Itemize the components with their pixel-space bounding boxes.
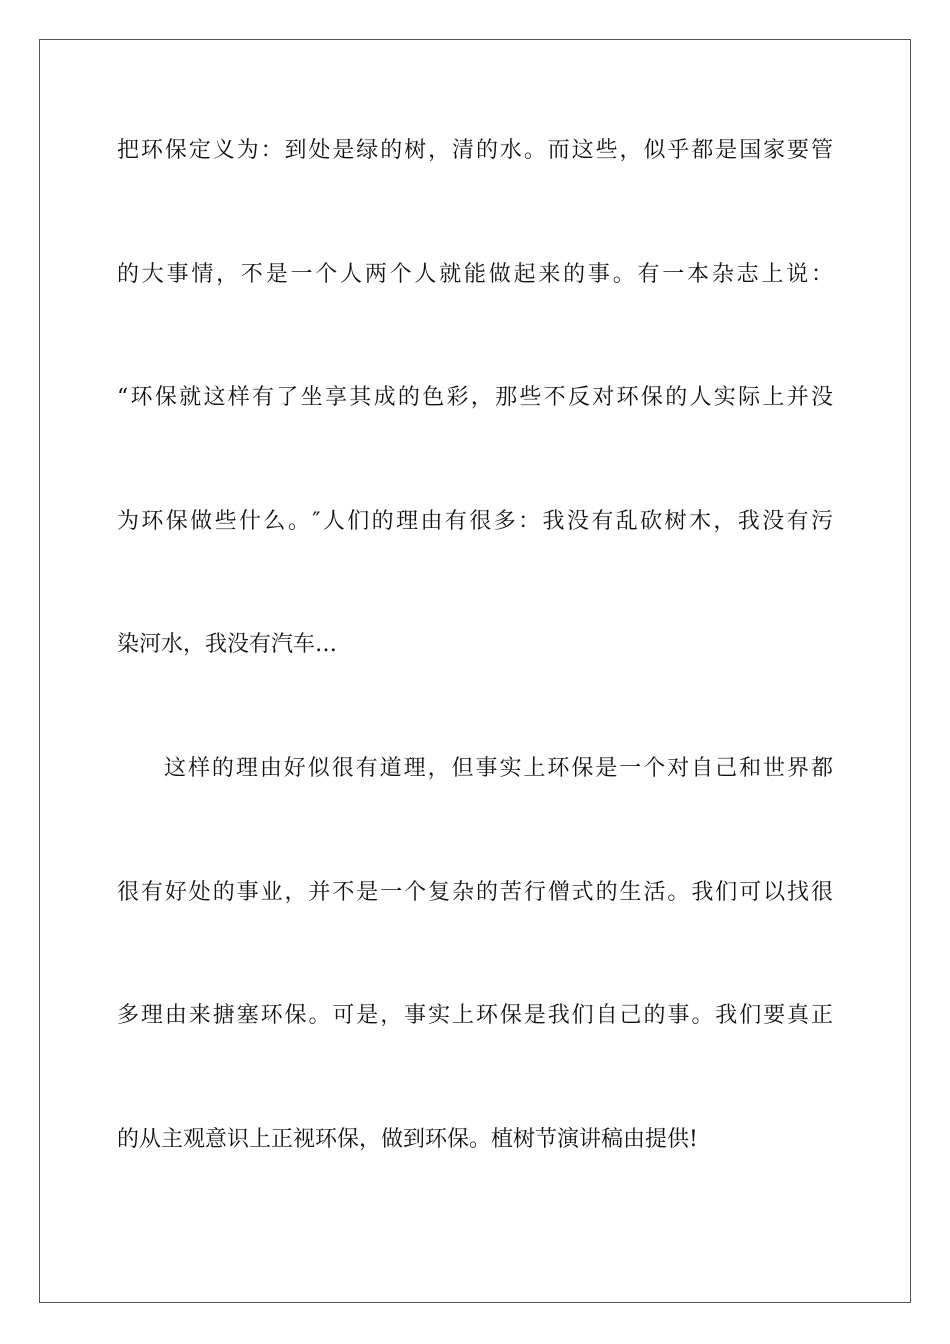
text-line-6: 这样的理由好似很有道理，但事实上环保是一个对自己和世界都 <box>164 756 833 781</box>
text-line-4: 为环保做些什么。″人们的理由有很多：我没有乱砍树木，我没有污 <box>117 509 833 534</box>
page-border <box>39 39 911 1303</box>
text-line-7: 很有好处的事业，并不是一个复杂的苦行僧式的生活。我们可以找很 <box>117 880 833 905</box>
text-line-1: 把环保定义为：到处是绿的树，清的水。而这些，似乎都是国家要管 <box>117 138 833 163</box>
text-line-9: 的从主观意识上正视环保，做到环保。植树节演讲稿由提供! <box>117 1127 698 1152</box>
text-line-2: 的大事情，不是一个人两个人就能做起来的事。有一本杂志上说： <box>117 262 833 287</box>
text-line-3: “环保就这样有了坐享其成的色彩，那些不反对环保的人实际上并没 <box>117 385 833 410</box>
text-line-5: 染河水，我没有汽车… <box>117 632 338 657</box>
text-line-8: 多理由来搪塞环保。可是，事实上环保是我们自己的事。我们要真正 <box>117 1003 833 1028</box>
